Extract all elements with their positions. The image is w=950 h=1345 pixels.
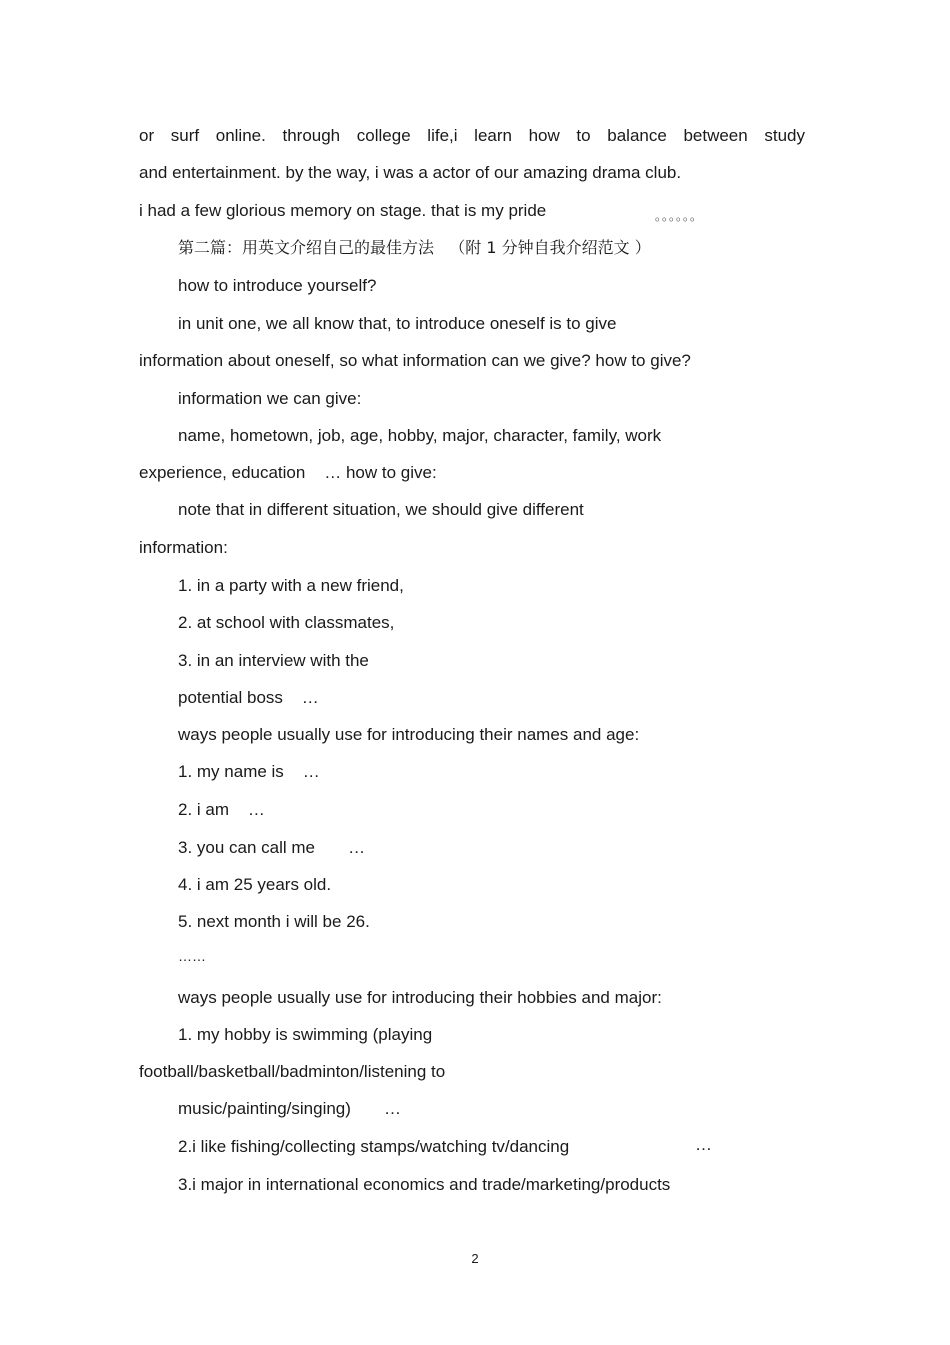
paragraph-line: i had a few glorious memory on stage. that is my pride: [139, 201, 547, 220]
ellipsis-dots: 。。。。。。: [655, 209, 704, 223]
paragraph-line: note that in different situation, we should give different: [178, 500, 584, 519]
paragraph-line: ways people usually use for introducing their names and age:: [178, 725, 640, 744]
paragraph-line: ways people usually use for introducing their hobbies and major:: [178, 988, 662, 1007]
paragraph-line: and entertainment. by the way, i was a actor of our amazing drama club.: [139, 163, 682, 182]
list-item: 3. in an interview with the: [178, 651, 369, 670]
list-item: 3.i major in international economics and trade/marketing/products: [178, 1175, 671, 1194]
list-item: 2. i am …: [178, 800, 265, 819]
list-item: 1. my hobby is swimming (playing: [178, 1025, 433, 1044]
page-number: 2: [471, 1251, 479, 1266]
paragraph-line: experience, education … how to give:: [139, 463, 437, 482]
list-item: 1. in a party with a new friend,: [178, 576, 404, 595]
list-item: 5. next month i will be 26.: [178, 912, 370, 931]
list-item: 1. my name is …: [178, 762, 320, 781]
list-item: 2.i like fishing/collecting stamps/watching tv/dancing: [178, 1137, 570, 1156]
list-item: 2. at school with classmates,: [178, 613, 395, 632]
paragraph-line: information about oneself, so what information can we give? how to give?: [139, 351, 691, 370]
list-item: potential boss …: [178, 688, 319, 707]
section-heading: 第二篇：用英文介绍自己的最佳方法 （附 1 分钟自我介绍范文 ）: [178, 238, 651, 257]
paragraph-line: information:: [139, 538, 228, 557]
list-item: 3. you can call me …: [178, 838, 366, 857]
paragraph-line: how to introduce yourself?: [178, 276, 377, 295]
paragraph-line: or surf online. through college life,i learn how to balance between study: [139, 126, 805, 145]
paragraph-line: in unit one, we all know that, to introduce oneself is to give: [178, 314, 617, 333]
ellipsis: …: [695, 1135, 712, 1154]
list-item: 4. i am 25 years old.: [178, 875, 332, 894]
paragraph-line: name, hometown, job, age, hobby, major, character, family, work: [178, 426, 662, 445]
list-item: music/painting/singing) …: [178, 1099, 401, 1118]
paragraph-line: information we can give:: [178, 389, 362, 408]
ellipsis: ……: [178, 948, 206, 964]
paragraph-line: football/basketball/badminton/listening to: [139, 1062, 446, 1081]
